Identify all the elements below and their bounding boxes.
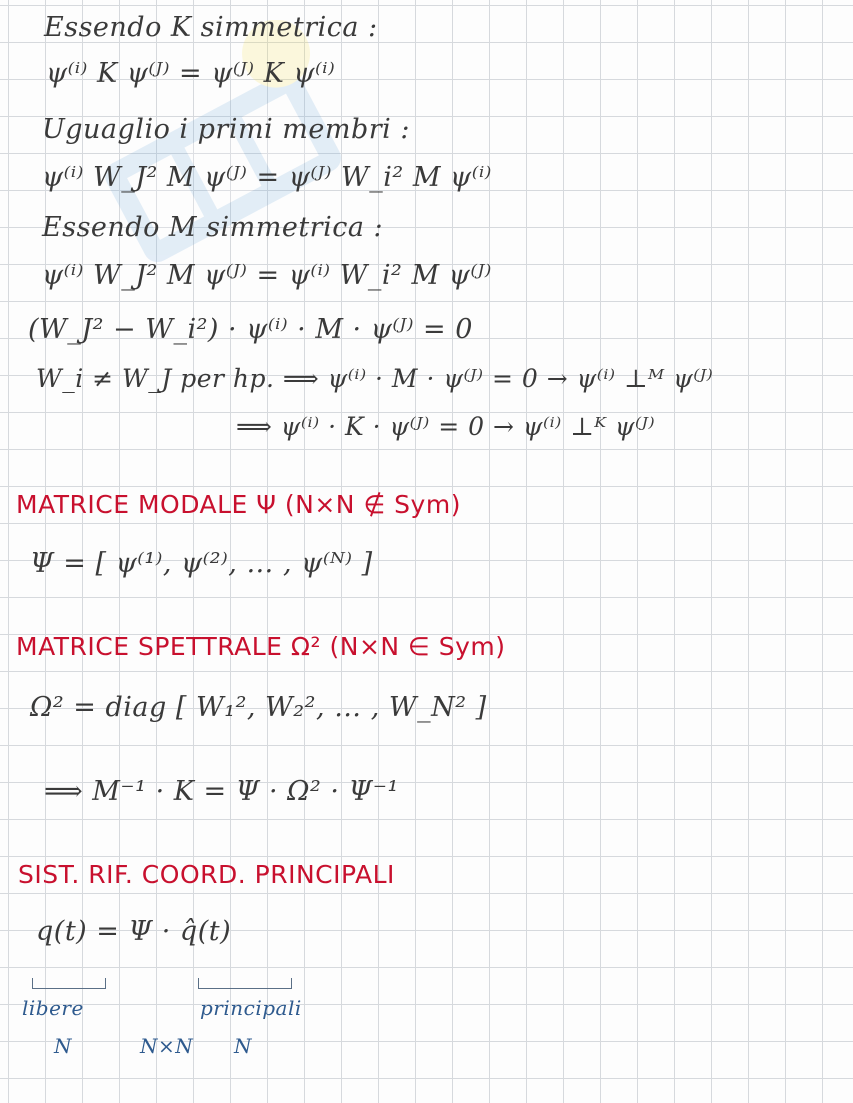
spectral-decomposition: ⟹ M⁻¹ · K = Ψ · Ω² · Ψ⁻¹ bbox=[44, 776, 399, 807]
line-3: Uguaglio i primi membri : bbox=[42, 114, 410, 145]
label-n-left: N bbox=[54, 1034, 72, 1058]
label-principali: principali bbox=[200, 996, 302, 1020]
principal-coords-heading: SIST. RIF. COORD. PRINCIPALI bbox=[18, 860, 395, 889]
modal-matrix-heading: MATRICE MODALE Ψ (N×N ∉ Sym) bbox=[16, 490, 461, 519]
line-1: Essendo K simmetrica : bbox=[44, 12, 378, 43]
brace-libere bbox=[32, 978, 106, 989]
line-2: ψ⁽ⁱ⁾ K ψ⁽ᴶ⁾ = ψ⁽ᴶ⁾ K ψ⁽ⁱ⁾ bbox=[46, 58, 336, 89]
line-8: W_i ≠ W_J per hp. ⟹ ψ⁽ⁱ⁾ · M · ψ⁽ᴶ⁾ = 0 → ψ⁽ⁱ⁾ ⊥ᴹ ψ⁽ᴶ⁾ bbox=[36, 364, 714, 393]
line-9: ⟹ ψ⁽ⁱ⁾ · K · ψ⁽ᴶ⁾ = 0 → ψ⁽ⁱ⁾ ⊥ᴷ ψ⁽ᴶ⁾ bbox=[236, 412, 656, 441]
label-n-right: N bbox=[234, 1034, 252, 1058]
brace-principali bbox=[198, 978, 292, 989]
line-5: Essendo M simmetrica : bbox=[42, 212, 384, 243]
line-6: ψ⁽ⁱ⁾ W_J² M ψ⁽ᴶ⁾ = ψ⁽ⁱ⁾ W_i² M ψ⁽ᴶ⁾ bbox=[42, 260, 492, 291]
spectral-matrix-heading: MATRICE SPETTRALE Ω² (N×N ∈ Sym) bbox=[16, 632, 506, 661]
label-nxn: N×N bbox=[140, 1034, 194, 1058]
line-4: ψ⁽ⁱ⁾ W_J² M ψ⁽ᴶ⁾ = ψ⁽ᴶ⁾ W_i² M ψ⁽ⁱ⁾ bbox=[42, 162, 492, 193]
principal-coords-definition: q(t) = Ψ · q̂(t) bbox=[36, 916, 232, 947]
modal-matrix-definition: Ψ = [ ψ⁽¹⁾, ψ⁽²⁾, … , ψ⁽ᴺ⁾ ] bbox=[30, 548, 373, 579]
label-libere: libere bbox=[22, 996, 84, 1020]
spectral-matrix-definition: Ω² = diag [ W₁², W₂², … , W_N² ] bbox=[30, 692, 487, 723]
line-7: (W_J² − W_i²) · ψ⁽ⁱ⁾ · M · ψ⁽ᴶ⁾ = 0 bbox=[28, 314, 473, 345]
